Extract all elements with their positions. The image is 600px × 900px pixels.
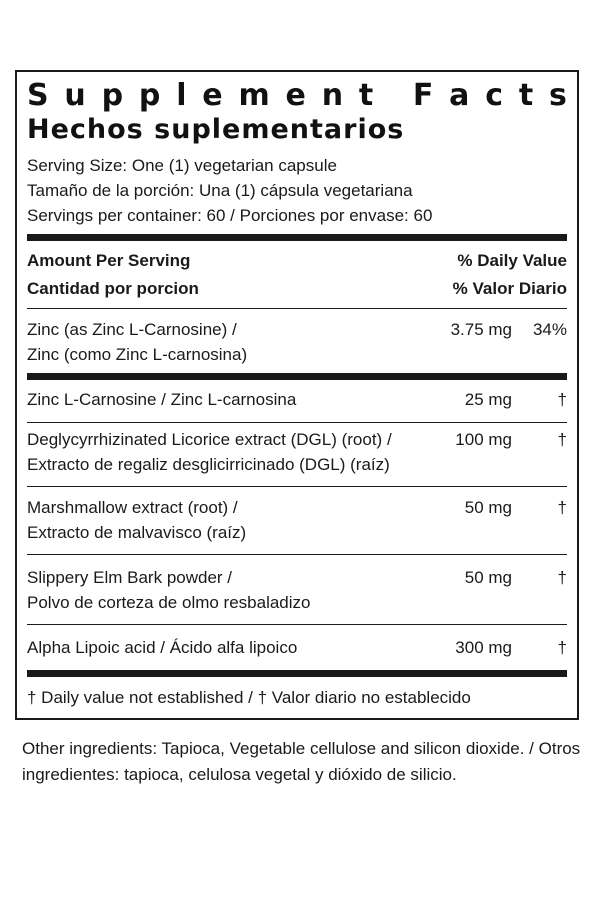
title-letter: m	[238, 78, 270, 113]
divider	[27, 422, 567, 423]
title-letter: t	[518, 78, 534, 113]
ingredient-daily-value: †	[557, 390, 567, 409]
title-letter: F	[412, 78, 434, 113]
serving-size-es: Tamaño de la porción: Una (1) cápsula vegetariana	[27, 181, 413, 200]
ingredient-name-es: Extracto de malvavisco (raíz)	[27, 523, 247, 542]
title-letter: u	[64, 78, 86, 113]
ingredient-amount: 50 mg	[464, 568, 512, 587]
ingredient-name: Deglycyrrhizinated Licorice extract (DGL) (root) /	[27, 430, 392, 449]
title-letter: s	[549, 78, 567, 113]
ingredient-daily-value: †	[557, 498, 567, 517]
ingredient-name: Alpha Lipoic acid / Ácido alfa lipoico	[27, 638, 298, 657]
title-letter: p	[138, 78, 161, 113]
ingredient-daily-value: †	[557, 430, 567, 449]
ingredient-name-es: Polvo de corteza de olmo resbaladizo	[27, 593, 311, 612]
title-letter: l	[176, 78, 187, 113]
title-letter: a	[449, 78, 470, 113]
ingredient-amount: 50 mg	[464, 498, 512, 517]
ingredient-amount: 25 mg	[464, 390, 512, 409]
other-ingredients: Other ingredients: Tapioca, Vegetable cellulose and silicon dioxide. / Otros ingredientes: tapioca, celulosa vegetal y dióxido de silicio.	[22, 739, 581, 784]
thick-divider	[27, 234, 567, 241]
divider	[27, 308, 567, 309]
ingredient-daily-value: †	[557, 568, 567, 587]
ingredient-name: Slippery Elm Bark powder /	[27, 568, 233, 587]
thick-divider	[27, 373, 567, 380]
title-letter: c	[485, 78, 504, 113]
ingredient-daily-value: 34%	[532, 320, 567, 339]
ingredient-name: Zinc L-Carnosine / Zinc L-carnosina	[27, 390, 297, 409]
title-letter: e	[285, 78, 306, 113]
ingredient-daily-value: †	[557, 638, 567, 657]
title-letter: p	[101, 78, 124, 113]
supplement-facts-panel	[15, 70, 579, 720]
title-letter: e	[202, 78, 223, 113]
daily-value-header: % Daily Value	[457, 251, 567, 270]
ingredient-name-es: Extracto de regaliz desglicirricinado (DGL) (raíz)	[27, 455, 390, 474]
servings-per-container: Servings per container: 60 / Porciones por envase: 60	[27, 206, 433, 225]
title-letter	[389, 81, 397, 111]
ingredient-amount: 3.75 mg	[450, 320, 512, 339]
divider	[27, 624, 567, 625]
divider	[27, 486, 567, 487]
ingredient-name: Marshmallow extract (root) /	[27, 498, 238, 517]
amount-per-serving-header-es: Cantidad por porcion	[27, 279, 199, 298]
amount-per-serving-header: Amount Per Serving	[27, 251, 191, 270]
ingredient-amount: 300 mg	[455, 638, 512, 657]
title-letter: S	[27, 78, 49, 113]
ingredient-name: Zinc (as Zinc L-Carnosine) /	[27, 320, 237, 339]
divider	[27, 554, 567, 555]
serving-size: Serving Size: One (1) vegetarian capsule	[27, 156, 337, 175]
daily-value-header-es: % Valor Diario	[452, 279, 567, 298]
title-spanish: Hechos suplementarios	[27, 114, 405, 145]
title-letter: n	[321, 78, 344, 113]
thick-divider	[27, 670, 567, 677]
title-letter: t	[358, 78, 374, 113]
ingredient-name-es: Zinc (como Zinc L-carnosina)	[27, 345, 248, 364]
footnote: † Daily value not established / † Valor diario no establecido	[27, 688, 471, 707]
panel-inner	[27, 72, 567, 718]
ingredient-amount: 100 mg	[455, 430, 512, 449]
title-english	[27, 78, 567, 113]
